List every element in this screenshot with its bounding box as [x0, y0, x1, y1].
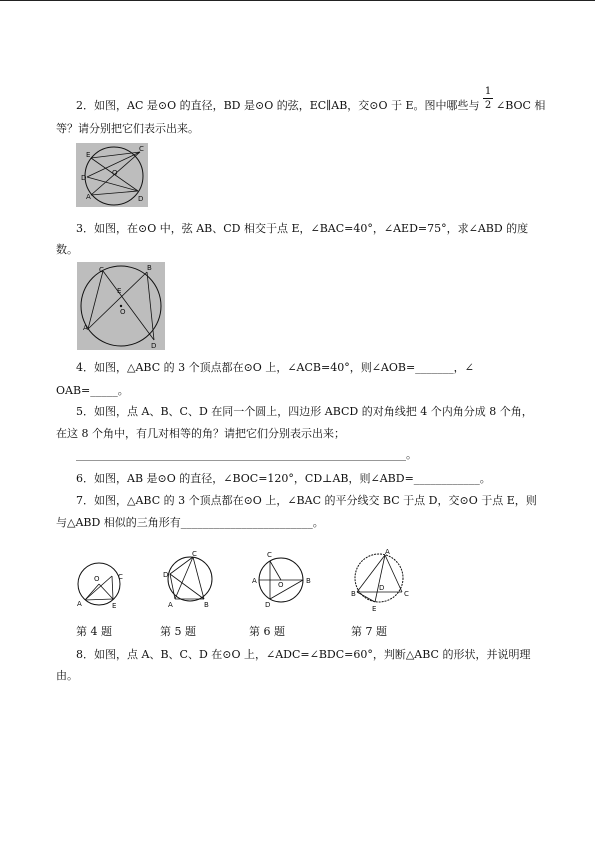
f7-label-E: E [372, 605, 377, 613]
fraction-bar [483, 98, 493, 99]
f6-label-C: C [267, 551, 272, 559]
q2-line1-tail: ∠BOC 相 [496, 99, 546, 112]
q4-line2: OAB=_____。 [56, 384, 129, 397]
q2-label-E: E [86, 151, 91, 159]
q7-line1: 7．如图，△ABC 的 3 个顶点都在⊙O 上，∠BAC 的平分线交 BC 于点 D，交⊙O 于点 E，则 [76, 494, 537, 507]
f6-label-D: D [265, 601, 271, 609]
q2-label-D-left: D [81, 174, 87, 182]
caption-q4: 第 4 题 [76, 625, 112, 638]
q7-line2: 与△ABD 相似的三角形有________________________。 [56, 516, 324, 529]
q3-label-E: E [117, 287, 122, 295]
q2-fraction [483, 86, 493, 111]
q3-label-B: B [147, 264, 152, 272]
q2-figure [76, 143, 148, 207]
caption-q5: 第 5 题 [160, 625, 196, 638]
f5-label-A: A [168, 601, 173, 609]
q4-line1: 4．如图，△ABC 的 3 个顶点都在⊙O 上，∠ACB=40°，则∠AOB=_______，∠ [76, 361, 474, 374]
f4-label-A: A [77, 600, 82, 608]
f5-label-C: C [192, 550, 197, 558]
caption-q7: 第 7 题 [351, 625, 387, 638]
q6-line1: 6．如图，AB 是⊙O 的直径，∠BOC=120°，CD⊥AB，则∠ABD=____________。 [76, 472, 491, 485]
q3-label-C: C [99, 266, 104, 274]
f4-label-O: O [94, 575, 100, 583]
page-top-rule [0, 0, 595, 1]
figure-q5 [160, 549, 220, 609]
q3-line2: 数。 [56, 243, 78, 256]
q5-answer-blank: ____________________________________________________________。 [76, 448, 417, 461]
f6-label-O: O [278, 581, 284, 589]
q3-label-D: D [151, 342, 157, 350]
figure-q6 [250, 549, 320, 609]
q2-label-A: A [86, 193, 91, 201]
f7-label-C: C [404, 590, 409, 598]
q2-line1: 2．如图，AC 是⊙O 的直径，BD 是⊙O 的弦，EC∥AB，交⊙O 于 E。图中哪些与 [76, 99, 480, 112]
f6-label-A: A [252, 577, 257, 585]
q3-figure [77, 262, 165, 350]
q5-line1: 5．如图，点 A、B、C、D 在同一个圆上，四边形 ABCD 的对角线把 4 个内角分成 8 个角， [76, 405, 533, 418]
q8-line2: 由。 [56, 669, 78, 682]
figure-q4 [68, 556, 130, 612]
q3-label-A: A [83, 324, 88, 332]
caption-q6: 第 6 题 [249, 625, 285, 638]
f4-label-E: E [112, 602, 117, 610]
f5-label-D: D [163, 571, 169, 579]
q3-line1: 3．如图，在⊙O 中，弦 AB、CD 相交于点 E，∠BAC=40°，∠AED=75°，求∠ABD 的度 [76, 222, 529, 235]
f7-label-B: B [351, 590, 356, 598]
f5-label-B: B [204, 601, 209, 609]
q2-label-C: C [139, 145, 144, 153]
q2-label-D-right: D [138, 195, 144, 203]
f4-label-C: C [118, 573, 123, 581]
q2-label-O: O [112, 169, 118, 177]
figure-q7 [345, 548, 415, 614]
f7-label-A: A [385, 548, 390, 556]
q2-fraction-numerator: 1 [484, 86, 492, 97]
q5-line2: 在这 8 个角中，有几对相等的角？请把它们分别表示出来； [56, 427, 345, 440]
q2-line2: 等？请分别把它们表示出来。 [56, 122, 199, 135]
q8-line1: 8．如图，点 A、B、C、D 在⊙O 上，∠ADC=∠BDC=60°，判断△ABC 的形状，并说明理 [76, 648, 531, 661]
q2-fraction-denominator: 2 [484, 100, 492, 111]
f6-label-B: B [306, 577, 311, 585]
q3-label-O: O [120, 308, 126, 316]
f7-label-D: D [379, 584, 385, 592]
